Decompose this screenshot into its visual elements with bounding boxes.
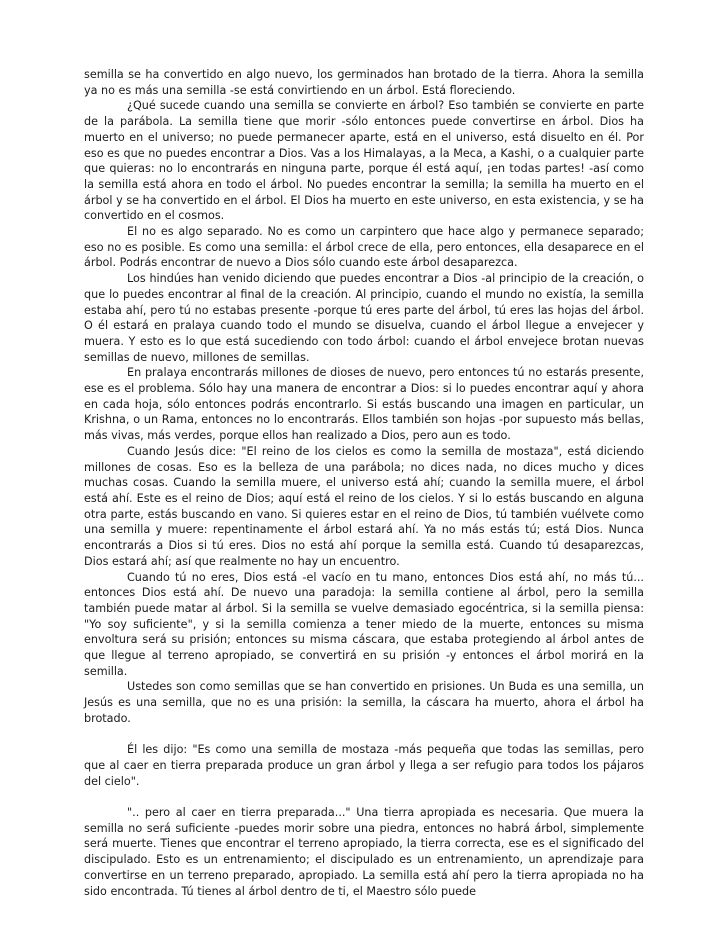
paragraph: ".. pero al caer en tierra preparada..." Una tierra apropiada es necesaria. Que muera la semilla no será suficiente -puedes morir sobre una piedra, entonces no habrá árbol, simplemente será muerte. Tienes que encontrar el terreno apropiado, la tierra correcta, ese es el significado del discipulado. Esto es un entrenamiento; el discipulado es un entrenamiento, un aprendizaje para convertirse en un terreno preparado, apropiado. La semilla está ahí pero la tierra apropiada no ha sido encontrada. Tú tienes al árbol dentro de ti, el Maestro sólo puede: [84, 806, 644, 898]
paragraph-spacer: [84, 727, 644, 743]
quote-paragraph: Él les dijo: "Es como una semilla de mostaza -más pequeña que todas las semillas, pero que al caer en tierra preparada produce un gran árbol y llega a ser refugio para todos los pájaros del cielo".: [84, 743, 644, 788]
paragraph: Cuando Jesús dice: "El reino de los cielos es como la semilla de mostaza", está diciendo millones de cosas. Eso es la belleza de una parábola; no dices nada, no dices mucho y dices muchas cosas. Cuando la semilla muere, el universo está ahí; cuando la semilla muere, el árbol está ahí. Este es el reino de Dios; aquí está el reino de los cielos. Y si lo estás buscando en alguna otra parte, estás buscando en vano. Si quieres estar en el reino de Dios, tú también vuélvete como una semilla y muere: repentinamente el árbol estará ahí. Ya no más estás tú; está Dios. Nunca encontrarás a Dios si tú eres. Dios no está ahí porque la semilla está. Cuando tú desaparezcas, Dios estará ahí; así que realmente no hay un encuentro.: [84, 444, 644, 568]
paragraph: El no es algo separado. No es como un carpintero que hace algo y permanece separado; eso no es posible. Es como una semilla: el árbol crece de ella, pero entonces, ella desaparece en el árbol. Podrás encontrar de nuevo a Dios sólo cuando este árbol desaparezca.: [84, 225, 644, 270]
paragraph-spacer: [84, 789, 644, 805]
paragraph: Cuando tú no eres, Dios está -el vacío en tu mano, entonces Dios está ahí, no más tú... entonces Dios está ahí. De nuevo una paradoja: la semilla contiene al árbol, pero la semilla también puede matar al árbol. Si la semilla se vuelve demasiado egocéntrica, si la semilla piensa: "Yo soy suficiente", y si la semilla comienza a tener miedo de la muerte, entonces su misma envoltura será su prisión; entonces su misma cáscara, que estaba protegiendo al árbol antes de que llegue al terreno apropiado, se convertirá en su prisión -y entonces el árbol morirá en la semilla.: [84, 570, 644, 678]
paragraph: Ustedes son como semillas que se han convertido en prisiones. Un Buda es una semilla, un Jesús es una semilla, que no es una prisión: la semilla, la cáscara ha muerto, ahora el árbol ha brotado.: [84, 680, 644, 725]
document-page: [84, 67, 644, 899]
paragraph: Los hindúes han venido diciendo que puedes encontrar a Dios -al principio de la creación, o que lo puedes encontrar al final de la creación. Al principio, cuando el mundo no existía, la semilla estaba ahí, pero tú no estabas presente -porque tú eres parte del árbol, tú eres las hojas del árbol. O él estará en pralaya cuando todo el mundo se disuelva, cuando el árbol llegue a envejecer y muera. Y esto es lo que está sucediendo con todo árbol: cuando el árbol envejece brotan nuevas semillas de nuevo, millones de semillas.: [84, 272, 644, 364]
paragraph: semilla se ha convertido en algo nuevo, los germinados han brotado de la tierra. Ahora la semilla ya no es más una semilla -se está convirtiendo en un árbol. Está floreciendo.: [84, 68, 644, 97]
paragraph: En pralaya encontrarás millones de dioses de nuevo, pero entonces tú no estarás presente, ese es el problema. Sólo hay una manera de encontrar a Dios: si lo puedes encontrar aquí y ahora en cada hoja, sólo entonces podrás encontrarlo. Si estás buscando una imagen en particular, un Krishna, o un Rama, entonces no lo encontrarás. Ellos también son hojas -por supuesto más bellas, más vivas, más verdes, porque ellos han realizado a Dios, pero aun es todo.: [84, 366, 644, 443]
paragraph: ¿Qué sucede cuando una semilla se convierte en árbol? Eso también se convierte en parte de la parábola. La semilla tiene que morir -sólo entonces puede convertirse en árbol. Dios ha muerto en el universo; no puede permanecer aparte, está en el universo, está disuelto en él. Por eso es que no puedes encontrar a Dios. Vas a los Himalayas, a la Meca, a Kashi, o a cualquier parte que quieras: no lo encontrarás en ninguna parte, porque él está aquí, ¡en todas partes! -así como la semilla está ahora en todo el árbol. No puedes encontrar la semilla; la semilla ha muerto en el árbol y se ha convertido en el árbol. El Dios ha muerto en este universo, en esta existencia, y se ha convertido en el cosmos.: [84, 99, 644, 223]
